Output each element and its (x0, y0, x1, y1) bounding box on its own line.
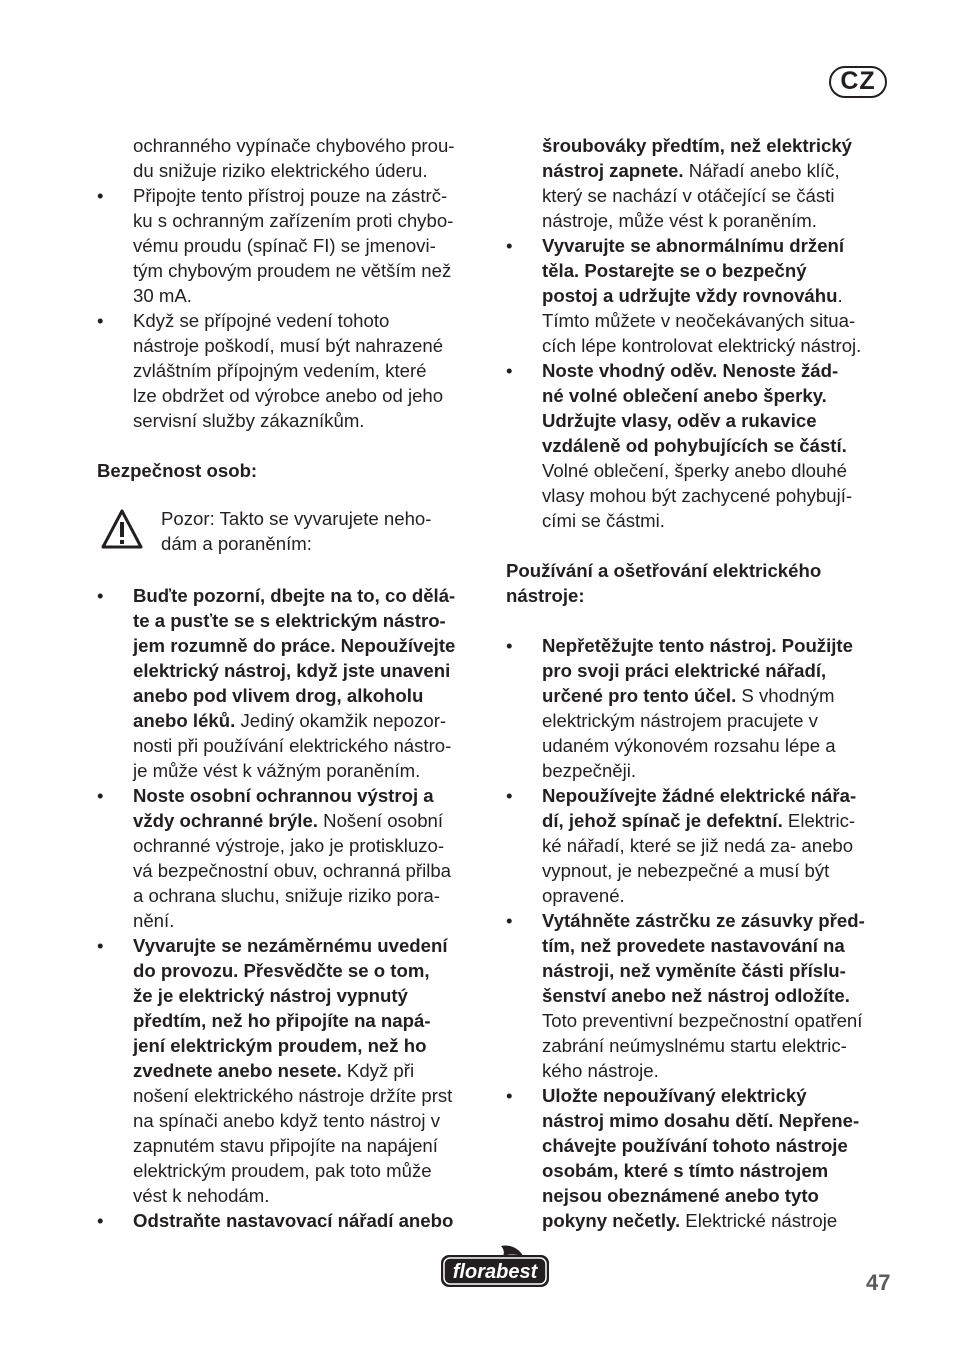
text-line (97, 908, 487, 933)
bullet-icon: • (97, 935, 104, 956)
right-column (506, 133, 896, 1233)
text-line (506, 1108, 896, 1133)
page-number: 47 (866, 1270, 891, 1295)
bold-text: anebo pod vlivem drog, alkoholu (133, 685, 424, 706)
text-line (506, 508, 896, 533)
spacer (506, 608, 896, 633)
bullet-item-start (506, 908, 896, 933)
text-line (97, 233, 487, 258)
text-line (97, 1183, 487, 1208)
text-line (506, 833, 896, 858)
body-text: nošení elektrického nástroje držíte prst (133, 1085, 453, 1106)
language-badge: CZ (829, 66, 887, 98)
bold-text: osobám, které s tímto nástrojem (542, 1160, 829, 1181)
body-text: elektrickým nástrojem pracujete v (542, 710, 818, 731)
body-text: zabrání neúmyslnému startu elektric- (542, 1035, 847, 1056)
text-line (506, 208, 896, 233)
bold-text: do provozu. Přesvědčte se o tom, (133, 960, 430, 981)
body-text: elektrickým proudem, pak toto může (133, 1160, 432, 1181)
text-line (97, 733, 487, 758)
text-line (97, 408, 487, 433)
bullet-item-start (97, 933, 487, 958)
body-text: 30 mA. (133, 285, 192, 306)
text-line (506, 283, 896, 308)
body-text: vypnout, je nebezpečné a musí být (542, 860, 830, 881)
bullet-icon: • (97, 585, 104, 606)
bold-text: Udržujte vlasy, oděv a rukavice (542, 410, 817, 431)
bold-text: Vyvarujte se abnormálnímu držení (542, 235, 845, 256)
text-line (506, 183, 896, 208)
text-line (506, 1158, 896, 1183)
bold-text: postoj a udržujte vždy rovnováhu (542, 285, 838, 306)
bold-text: dí, jehož spínač je defektní. (542, 810, 783, 831)
brand-name: florabest (452, 1261, 538, 1283)
bold-text: Noste osobní ochrannou výstroj a (133, 785, 434, 806)
text-line (506, 808, 896, 833)
body-text: Volné oblečení, šperky anebo dlouhé (542, 460, 847, 481)
text-line (506, 1058, 896, 1083)
text-line (97, 958, 487, 983)
text-line (506, 333, 896, 358)
bold-text: Vyvarujte se nezáměrnému uvedení (133, 935, 448, 956)
warning-text-line: Pozor: Takto se vyvarujete neho- (161, 508, 432, 529)
bullet-item-start (506, 633, 896, 658)
text-line (506, 258, 896, 283)
bullet-icon: • (97, 1210, 104, 1231)
body-text: cích lépe kontrolovat elektrický nástroj. (542, 335, 862, 356)
text-line (506, 983, 896, 1008)
body-text: bezpečněji. (542, 760, 637, 781)
section-heading (506, 558, 896, 583)
bold-text: určené pro tento účel. (542, 685, 737, 706)
body-text: S vhodným (736, 685, 835, 706)
text-line (97, 983, 487, 1008)
body-text: nosti při používání elektrického nástro- (133, 735, 452, 756)
text-line (506, 708, 896, 733)
text-line (506, 433, 896, 458)
text-line (97, 258, 487, 283)
body-text: nástroje poškodí, musí být nahrazené (133, 335, 444, 356)
bullet-icon: • (97, 785, 104, 806)
bold-text: nástroji, než vyměníte části příslu- (542, 960, 846, 981)
text-line (97, 708, 487, 733)
text-line (97, 1133, 487, 1158)
text-line (97, 283, 487, 308)
text-line (506, 1183, 896, 1208)
body-text: který se nachází v otáčející se části (542, 185, 835, 206)
text-line (97, 858, 487, 883)
bold-text: chávejte používání tohoto nástroje (542, 1135, 848, 1156)
section-heading (506, 583, 896, 608)
text-line (97, 133, 487, 158)
bullet-item-start (97, 183, 487, 208)
body-text: udaném výkonovém rozsahu lépe a (542, 735, 836, 756)
text-line (97, 158, 487, 183)
bold-text: Nepřetěžujte tento nástroj. Použijte (542, 635, 853, 656)
bold-text: te a pusťte se s elektrickým nástro- (133, 610, 446, 631)
bullet-icon: • (506, 1085, 513, 1106)
text-line (506, 758, 896, 783)
warning-triangle-icon (100, 508, 144, 550)
bold-text: šroubováky předtím, než elektrický (542, 135, 853, 156)
bullet-icon: • (506, 785, 513, 806)
bold-text: Odstraňte nastavovací nářadí anebo (133, 1210, 454, 1231)
body-text: Když se přípojné vedení tohoto (133, 310, 390, 331)
body-text: lze obdržet od výrobce anebo od jeho (133, 385, 444, 406)
bold-text: tím, než provedete nastavování na (542, 935, 845, 956)
text-line (506, 658, 896, 683)
bold-text: Noste vhodný oděv. Nenoste žád- (542, 360, 839, 381)
bold-text: nástroje: (506, 585, 585, 606)
bullet-item-start (97, 308, 487, 333)
spacer (97, 433, 487, 458)
body-text: Elektrické nástroje (680, 1210, 838, 1231)
text-line (506, 683, 896, 708)
body-text: Připojte tento přístroj pouze na zástrč- (133, 185, 448, 206)
text-line (506, 133, 896, 158)
bold-text: Uložte nepoužívaný elektrický (542, 1085, 807, 1106)
text-line (97, 333, 487, 358)
bullet-item-start (506, 233, 896, 258)
bold-text: anebo léků. (133, 710, 236, 731)
bold-text: Buďte pozorní, dbejte na to, co dělá- (133, 585, 456, 606)
bold-text: jení elektrickým proudem, než ho (133, 1035, 427, 1056)
body-text: ku s ochranným zařízením proti chybo- (133, 210, 454, 231)
text-line (97, 833, 487, 858)
bullet-icon: • (506, 235, 513, 256)
body-text: Toto preventivní bezpečnostní opatření (542, 1010, 863, 1031)
text-line (506, 883, 896, 908)
body-text: zapnutém stavu připojíte na napájení (133, 1135, 438, 1156)
bold-text: pro svoji práci elektrické nářadí, (542, 660, 827, 681)
text-line (97, 383, 487, 408)
bold-text: že je elektrický nástroj vypnutý (133, 985, 408, 1006)
bold-text: nástroj mimo dosahu dětí. Nepřene- (542, 1110, 860, 1131)
bold-text: nejsou obeznámené anebo tyto (542, 1185, 819, 1206)
body-text: servisní služby zákazníkům. (133, 410, 365, 431)
bullet-icon: • (97, 310, 104, 331)
bullet-icon: • (97, 185, 104, 206)
body-text: nění. (133, 910, 175, 931)
bullet-icon: • (506, 360, 513, 381)
body-text: vému proudu (spínač FI) se jmenovi- (133, 235, 436, 256)
text-line (506, 933, 896, 958)
bold-text: zvednete anebo nesete. (133, 1060, 342, 1081)
text-line (506, 458, 896, 483)
bullet-item-start (97, 583, 487, 608)
text-line (97, 1083, 487, 1108)
text-line (97, 658, 487, 683)
body-text: Elektric- (782, 810, 856, 831)
body-text: ké nářadí, které se již nedá za- anebo (542, 835, 854, 856)
section-heading (97, 458, 487, 483)
text-line (506, 408, 896, 433)
body-text: Nošení osobní (317, 810, 444, 831)
bullet-item-start (506, 358, 896, 383)
text-line (506, 1208, 896, 1233)
florabest-logo (439, 1244, 551, 1295)
body-text: kého nástroje. (542, 1060, 659, 1081)
text-line (506, 1008, 896, 1033)
text-line (506, 383, 896, 408)
bold-text: pokyny nečetly. (542, 1210, 681, 1231)
bold-text: nástroj zapnete. (542, 160, 684, 181)
text-line (97, 1008, 487, 1033)
text-line (97, 1058, 487, 1083)
text-line (97, 1033, 487, 1058)
bullet-item-start (97, 1208, 487, 1233)
text-line (506, 158, 896, 183)
text-line (97, 683, 487, 708)
spacer (97, 483, 487, 508)
warning-text-line: dám a poraněním: (161, 533, 312, 554)
body-text: vlasy mohou být zachycené pohybují- (542, 485, 853, 506)
body-text: a ochrana sluchu, snižuje riziko pora- (133, 885, 440, 906)
text-line (506, 483, 896, 508)
body-text: . (837, 285, 843, 306)
bold-text: né volné oblečení anebo šperky. (542, 385, 827, 406)
bold-text: elektrický nástroj, když jste unaveni (133, 660, 451, 681)
bold-text: těla. Postarejte se o bezpečný (542, 260, 807, 281)
text-line (97, 883, 487, 908)
bold-text: vzdáleně od pohybujících se částí. (542, 435, 847, 456)
bold-text: šenství anebo než nástroj odložíte. (542, 985, 850, 1006)
body-text: zvláštním přípojným vedením, které (133, 360, 427, 381)
left-column (97, 133, 487, 1233)
body-text: na spínači anebo když tento nástroj v (133, 1110, 440, 1131)
bold-text: předtím, než ho připojíte na napá- (133, 1010, 431, 1031)
body-text: cími se částmi. (542, 510, 665, 531)
bold-text: vždy ochranné brýle. (133, 810, 318, 831)
bold-text: Nepoužívejte žádné elektrické nářa- (542, 785, 857, 806)
spacer (97, 558, 487, 583)
body-text: vá bezpečnostní obuv, ochranná přilba (133, 860, 452, 881)
text-line (97, 358, 487, 383)
bullet-icon: • (506, 910, 513, 931)
bold-text: Vytáhněte zástrčku ze zásuvky před- (542, 910, 865, 931)
body-text: opravené. (542, 885, 625, 906)
text-line (97, 208, 487, 233)
warning-notice (97, 508, 487, 558)
body-text: Nářadí anebo klíč, (683, 160, 840, 181)
text-line (97, 608, 487, 633)
body-text: vést k nehodám. (133, 1185, 270, 1206)
body-text: Tímto můžete v neočekávaných situa- (542, 310, 856, 331)
text-line (506, 308, 896, 333)
body-text: Když při (341, 1060, 415, 1081)
bold-text: Používání a ošetřování elektrického (506, 560, 822, 581)
text-line (506, 958, 896, 983)
bold-text: jem rozumně do práce. Nepoužívejte (133, 635, 456, 656)
text-line (97, 758, 487, 783)
body-text: nástroje, může vést k poraněním. (542, 210, 817, 231)
text-line (506, 733, 896, 758)
bullet-item-start (97, 783, 487, 808)
text-line (97, 1108, 487, 1133)
text-line (506, 1033, 896, 1058)
body-text: du snižuje riziko elektrického úderu. (133, 160, 428, 181)
bullet-icon: • (506, 635, 513, 656)
bullet-item-start (506, 783, 896, 808)
body-text: ochranného vypínače chybového prou- (133, 135, 455, 156)
text-line (97, 633, 487, 658)
text-line (506, 858, 896, 883)
body-text: tým chybovým proudem ne větším než (133, 260, 452, 281)
text-line (97, 808, 487, 833)
body-text: je může vést k vážným poraněním. (133, 760, 421, 781)
text-line (97, 1158, 487, 1183)
body-text: Jediný okamžik nepozor- (235, 710, 447, 731)
bullet-item-start (506, 1083, 896, 1108)
spacer (506, 533, 896, 558)
body-text: ochranné výstroje, jako je protiskluzo- (133, 835, 445, 856)
text-line (506, 1133, 896, 1158)
bold-text: Bezpečnost osob: (97, 460, 258, 481)
